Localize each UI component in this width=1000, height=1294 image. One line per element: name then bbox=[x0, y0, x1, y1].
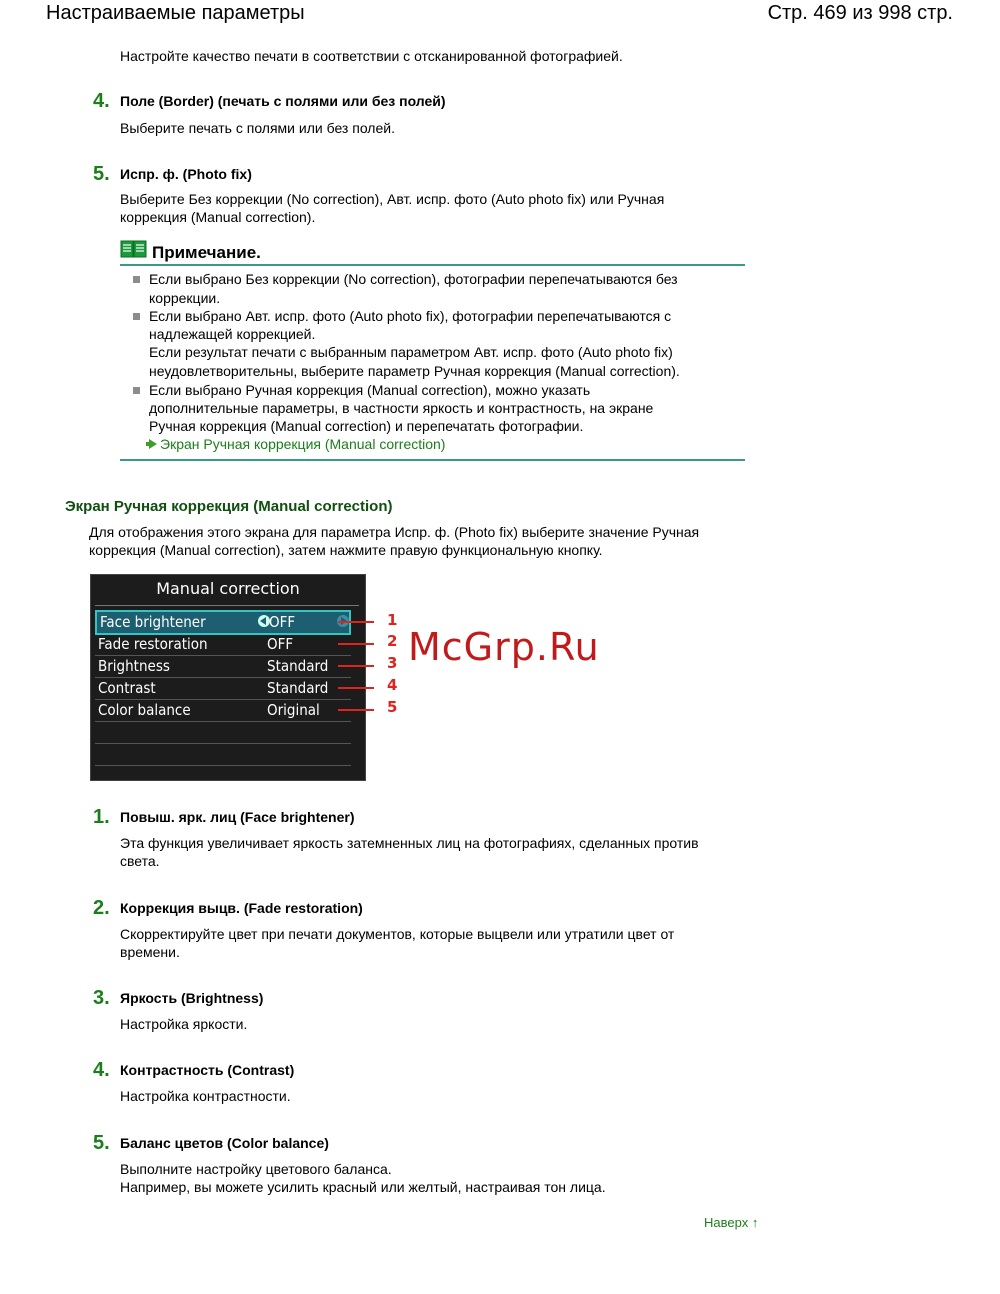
step-text: Выберите Без коррекции (No correction), Авт. испр. фото (Auto photo fix) или Ручная bbox=[120, 191, 665, 207]
step-text: Выполните настройку цветового баланса. bbox=[120, 1161, 392, 1177]
screen-title: Manual correction bbox=[156, 579, 300, 598]
step-text: света. bbox=[120, 853, 160, 869]
step-text: Выберите печать с полями или без полей. bbox=[120, 120, 395, 136]
intro-text: Настройте качество печати в соответствии с отсканированной фотографией. bbox=[120, 48, 623, 64]
row-value: Standard bbox=[267, 657, 329, 675]
callout-number: 4 bbox=[387, 676, 398, 694]
screen-row-empty bbox=[95, 744, 351, 766]
note-item-line: дополнительные параметры, в частности яркость и контрастность, на экране bbox=[149, 400, 654, 416]
step-number: 2. bbox=[93, 897, 110, 919]
note-item-line: Если выбрано Без коррекции (No correction), фотографии перепечатываются без bbox=[149, 271, 678, 287]
back-to-top-label: Наверх bbox=[704, 1215, 749, 1230]
step-number: 5. bbox=[93, 163, 110, 185]
row-label: Fade restoration bbox=[98, 635, 208, 653]
manual-correction-screen bbox=[90, 574, 366, 781]
note-title: Примечание. bbox=[152, 243, 261, 262]
row-value: OFF bbox=[269, 613, 296, 631]
step-title: Повыш. ярк. лиц (Face brightener) bbox=[120, 809, 355, 825]
step-number: 4. bbox=[93, 1059, 110, 1081]
screen-row-color-balance bbox=[95, 700, 351, 722]
bullet bbox=[133, 313, 140, 320]
note-divider-bottom bbox=[120, 459, 745, 461]
book-icon bbox=[120, 239, 148, 259]
watermark: McGrp.Ru bbox=[408, 625, 600, 669]
step-text: Настройка контрастности. bbox=[120, 1088, 291, 1104]
step-title: Коррекция выцв. (Fade restoration) bbox=[120, 900, 363, 916]
callout-line bbox=[338, 665, 374, 667]
screen-row-face-brightener bbox=[95, 610, 351, 635]
callout-number: 3 bbox=[387, 654, 398, 672]
step-number: 4. bbox=[93, 90, 110, 112]
screen-divider bbox=[95, 605, 359, 606]
callout-line bbox=[338, 709, 374, 711]
callout-line bbox=[338, 687, 374, 689]
row-value: Standard bbox=[267, 679, 329, 697]
step-title: Поле (Border) (печать с полями или без полей) bbox=[120, 93, 446, 109]
row-label: Face brightener bbox=[100, 613, 206, 631]
step-title: Контрастность (Contrast) bbox=[120, 1062, 295, 1078]
callout-number: 1 bbox=[387, 611, 398, 629]
row-value: OFF bbox=[267, 635, 294, 653]
step-number: 1. bbox=[93, 806, 110, 828]
note-item-line: Ручная коррекция (Manual correction) и перепечатать фотографии. bbox=[149, 418, 584, 434]
row-label: Color balance bbox=[98, 701, 191, 719]
section-title: Экран Ручная коррекция (Manual correction) bbox=[65, 498, 393, 515]
bullet bbox=[133, 276, 140, 283]
screen-row-fade-restoration bbox=[95, 634, 351, 656]
step-title: Испр. ф. (Photo fix) bbox=[120, 166, 252, 182]
callout-line bbox=[338, 643, 374, 645]
screen-row-contrast bbox=[95, 678, 351, 700]
callout-number: 2 bbox=[387, 632, 398, 650]
step-title: Яркость (Brightness) bbox=[120, 990, 264, 1006]
bullet bbox=[133, 387, 140, 394]
note-item-line: надлежащей коррекцией. bbox=[149, 326, 316, 342]
note-item-line: коррекции. bbox=[149, 290, 221, 306]
step-number: 5. bbox=[93, 1132, 110, 1154]
page-title: Настраиваемые параметры bbox=[46, 2, 305, 24]
callout-number: 5 bbox=[387, 698, 398, 716]
step-text: Эта функция увеличивает яркость затемненных лиц на фотографиях, сделанных против bbox=[120, 835, 699, 851]
row-value: Original bbox=[267, 701, 320, 719]
link-text: Экран Ручная коррекция (Manual correction) bbox=[160, 436, 446, 452]
screen-row-empty bbox=[95, 722, 351, 744]
arrow-up-icon: ↑ bbox=[751, 1215, 759, 1230]
note-item-line: Если выбрано Ручная коррекция (Manual correction), можно указать bbox=[149, 382, 591, 398]
step-text: Настройка яркости. bbox=[120, 1016, 248, 1032]
step-title: Баланс цветов (Color balance) bbox=[120, 1135, 329, 1151]
note-item-line: неудовлетворительны, выберите параметр Ручная коррекция (Manual correction). bbox=[149, 363, 680, 379]
callout-line bbox=[338, 621, 374, 623]
section-text: Для отображения этого экрана для параметра Испр. ф. (Photo fix) выберите значение Ручная bbox=[89, 524, 700, 540]
manual-correction-link[interactable] bbox=[149, 436, 445, 452]
row-label: Contrast bbox=[98, 679, 156, 697]
step-text: коррекция (Manual correction). bbox=[120, 209, 316, 225]
back-to-top-link[interactable] bbox=[704, 1215, 758, 1230]
note-item-line: Если выбрано Авт. испр. фото (Auto photo fix), фотографии перепечатываются с bbox=[149, 308, 672, 324]
step-number: 3. bbox=[93, 987, 110, 1009]
step-text: Например, вы можете усилить красный или желтый, настраивая тон лица. bbox=[120, 1179, 606, 1195]
step-text: времени. bbox=[120, 944, 180, 960]
row-label: Brightness bbox=[98, 657, 170, 675]
note-divider-top bbox=[120, 264, 745, 266]
step-text: Скорректируйте цвет при печати документов, которые выцвели или утратили цвет от bbox=[120, 926, 675, 942]
section-text: коррекция (Manual correction), затем нажмите правую функциональную кнопку. bbox=[89, 542, 603, 558]
note-item-line: Если результат печати с выбранным параметром Авт. испр. фото (Auto photo fix) bbox=[149, 344, 673, 360]
page-counter: Стр. 469 из 998 стр. bbox=[767, 2, 953, 24]
screen-row-brightness bbox=[95, 656, 351, 678]
